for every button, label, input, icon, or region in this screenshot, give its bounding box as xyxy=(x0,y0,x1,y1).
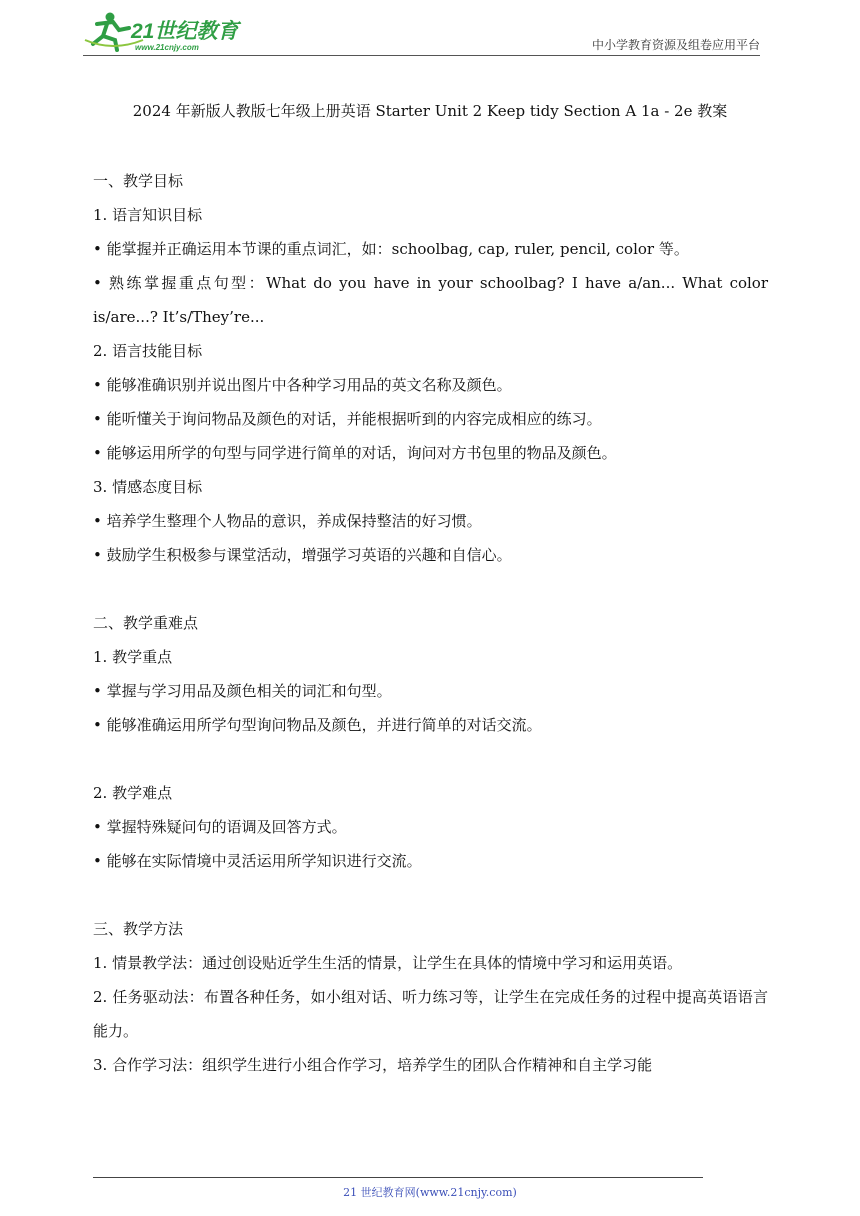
subheading: 1. 教学重点 xyxy=(93,648,173,666)
method-item: 1. 情景教学法：通过创设贴近学生生活的情景，让学生在具体的情境中学习和运用英语。 xyxy=(93,954,683,972)
page-header xyxy=(83,8,760,54)
document-title: 2024 年新版人教版七年级上册英语 Starter Unit 2 Keep tidy Section A 1a - 2e 教案 xyxy=(132,102,728,120)
bullet-item: • 能够在实际情境中灵活运用所学知识进行交流。 xyxy=(93,852,422,870)
subheading: 3. 情感态度目标 xyxy=(93,478,203,496)
header-divider xyxy=(83,55,760,56)
method-item: 3. 合作学习法：组织学生进行小组合作学习，培养学生的团队合作精神和自主学习能 xyxy=(93,1056,653,1074)
logo-text: 21世纪教育 xyxy=(131,20,239,43)
bullet-item: • 能够准确运用所学句型询问物品及颜色，并进行简单的对话交流。 xyxy=(93,716,542,734)
section-heading: 一、教学目标 xyxy=(93,172,184,190)
footer-divider xyxy=(93,1177,703,1178)
logo-url: www.21cnjy.com xyxy=(135,43,199,52)
bullet-item: • 能听懂关于询问物品及颜色的对话，并能根据听到的内容完成相应的练习。 xyxy=(93,410,602,428)
bullet-item: • 熟练掌握重点句型：What do you have in your schoolbag? I have a/an... What color is/are...? It’s/They’re... xyxy=(93,274,768,326)
subheading: 1. 语言知识目标 xyxy=(93,206,203,224)
bullet-item: • 能够准确识别并说出图片中各种学习用品的英文名称及颜色。 xyxy=(93,376,512,394)
document-body xyxy=(93,164,768,1082)
bullet-item: • 掌握特殊疑问句的语调及回答方式。 xyxy=(93,818,347,836)
spacer xyxy=(93,878,768,912)
site-logo xyxy=(83,10,253,54)
subheading: 2. 教学难点 xyxy=(93,784,173,802)
method-item: 2. 任务驱动法：布置各种任务，如小组对话、听力练习等，让学生在完成任务的过程中提高英语语言能力。 xyxy=(93,988,768,1040)
subheading: 2. 语言技能目标 xyxy=(93,342,203,360)
footer-link[interactable]: 21 世纪教育网(www.21cnjy.com) xyxy=(343,1186,517,1199)
spacer xyxy=(93,572,768,606)
bullet-item: • 鼓励学生积极参与课堂活动，增强学习英语的兴趣和自信心。 xyxy=(93,546,512,564)
spacer xyxy=(93,742,768,776)
platform-name: 中小学教育资源及组卷应用平台 xyxy=(591,38,760,52)
section-heading: 三、教学方法 xyxy=(93,920,184,938)
bullet-item: • 掌握与学习用品及颜色相关的词汇和句型。 xyxy=(93,682,392,700)
bullet-item: • 能掌握并正确运用本节课的重点词汇，如：schoolbag, cap, ruler, pencil, color 等。 xyxy=(93,240,689,258)
bullet-item: • 培养学生整理个人物品的意识，养成保持整洁的好习惯。 xyxy=(93,512,482,530)
bullet-item: • 能够运用所学的句型与同学进行简单的对话，询问对方书包里的物品及颜色。 xyxy=(93,444,617,462)
section-heading: 二、教学重难点 xyxy=(93,614,199,632)
